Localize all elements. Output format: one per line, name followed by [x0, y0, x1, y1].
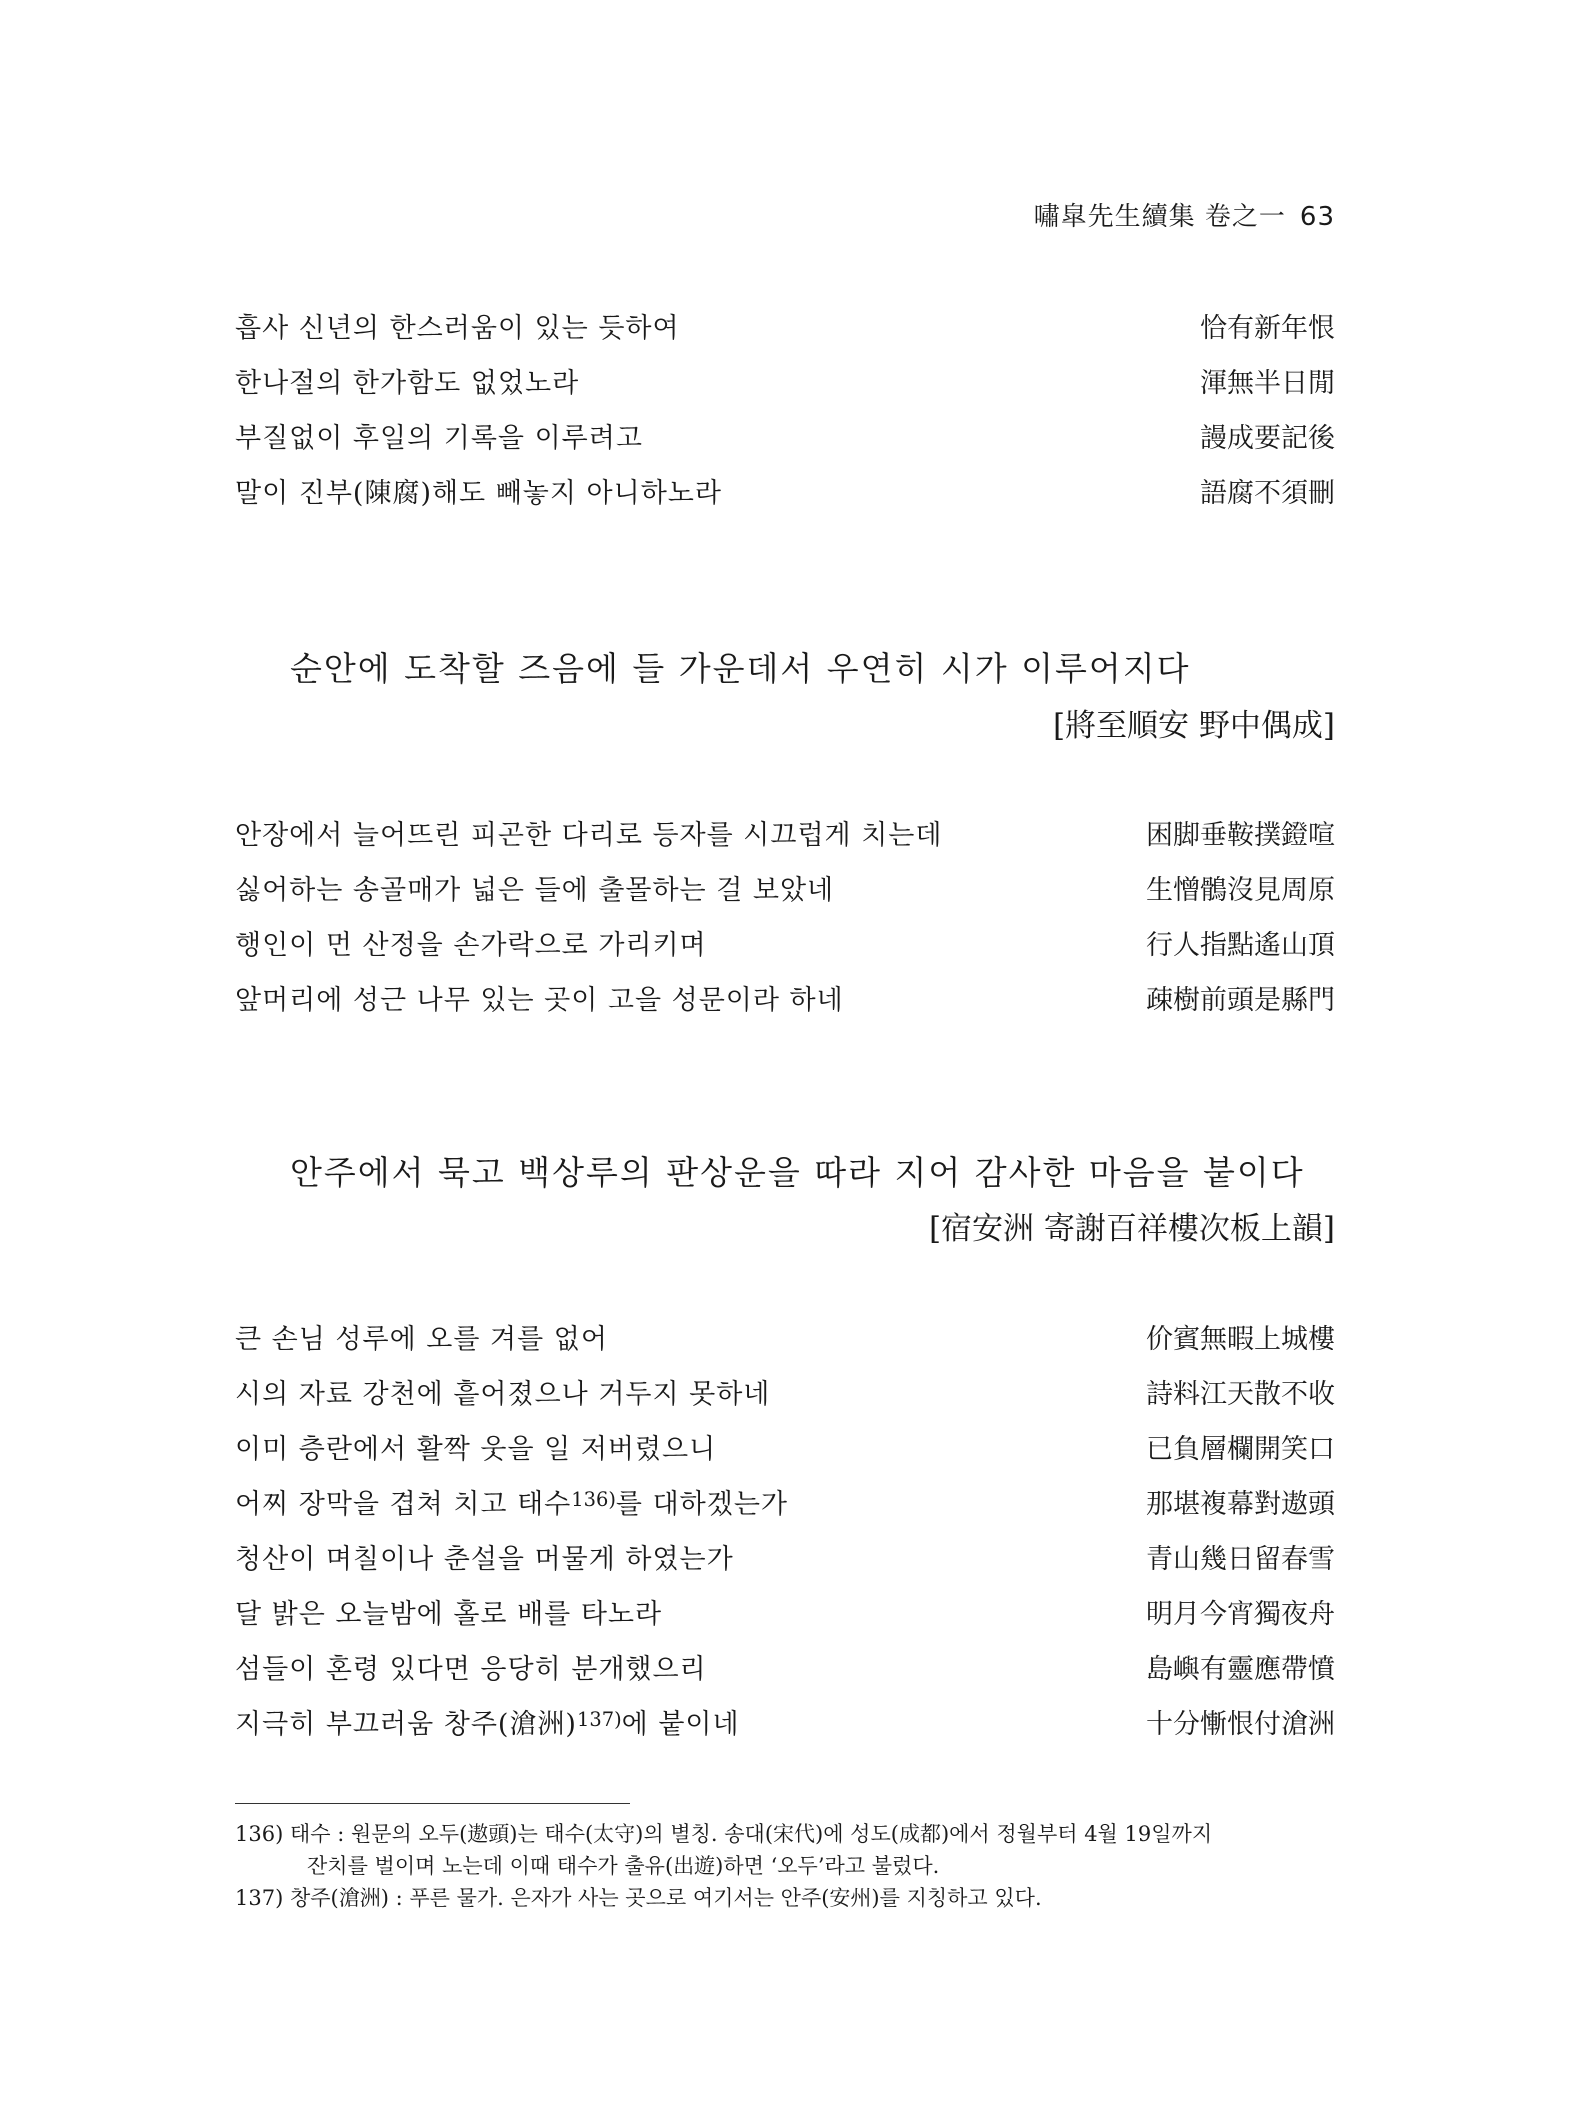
verse-line — [235, 978, 1335, 1033]
footnote-text: 창주(滄洲) : 푸른 물가. 은자가 사는 곳으로 여기서는 안주(安州)를 지칭하고 있다. — [289, 1886, 1042, 1910]
footnote-number: 137) — [235, 1886, 284, 1910]
verse-korean: 큰 손님 성루에 오를 겨를 없어 — [235, 1324, 608, 1355]
verse-line — [235, 1372, 1335, 1427]
verse-korean: 한나절의 한가함도 없었노라 — [235, 368, 580, 399]
collection-title: 嘯皐先生續集 卷之一 — [1033, 202, 1286, 232]
verse-chinese: 生憎鶻沒見周原 — [1146, 875, 1335, 906]
page-number: 63 — [1299, 202, 1335, 232]
verse-chinese: 渾無半日閒 — [1200, 368, 1335, 399]
verse-line — [235, 813, 1335, 868]
verse-line — [235, 1647, 1335, 1702]
verse-korean: 시의 자료 강천에 흩어졌으나 거두지 못하네 — [235, 1379, 771, 1410]
verse-chinese: 那堪複幕對遨頭 — [1146, 1489, 1335, 1520]
verse-chinese: 十分慚恨付滄洲 — [1146, 1709, 1335, 1740]
verse-chinese: 青山幾日留春雪 — [1146, 1544, 1335, 1575]
verse-line — [235, 471, 1335, 526]
poem-2-verses — [235, 813, 1335, 1033]
poem-3-title-korean: 안주에서 묵고 백상루의 판상운을 따라 지어 감사한 마음을 붙이다 — [290, 1153, 1305, 1192]
verse-korean: 싫어하는 송골매가 넓은 들에 출몰하는 걸 보았네 — [235, 875, 835, 906]
verse-korean-part: 지극히 부끄러움 창주(滄洲) — [235, 1709, 577, 1740]
verse-line — [235, 868, 1335, 923]
poem-2-title-korean: 순안에 도착할 즈음에 들 가운데서 우연히 시가 이루어지다 — [290, 649, 1191, 688]
verse-line — [235, 1702, 1335, 1757]
verse-korean: 이미 층란에서 활짝 웃을 일 저버렸으니 — [235, 1434, 717, 1465]
verse-line — [235, 1537, 1335, 1592]
verse-chinese: 已負層欄開笑口 — [1146, 1434, 1335, 1465]
poem-3-verses — [235, 1317, 1335, 1757]
verse-line — [235, 1482, 1335, 1537]
verse-chinese: 疎樹前頭是縣門 — [1146, 985, 1335, 1016]
footnote-ref-137[interactable]: 137) — [576, 1708, 622, 1732]
poem-3-title-chinese: [宿安洲 寄謝百祥樓次板上韻] — [928, 1211, 1335, 1247]
verse-korean: 행인이 먼 산정을 손가락으로 가리키며 — [235, 930, 707, 961]
footnote-137 — [235, 1882, 1335, 1914]
footnotes — [235, 1818, 1335, 1914]
verse-chinese: 恰有新年恨 — [1200, 313, 1335, 344]
verse-korean: 달 밝은 오늘밤에 홀로 배를 타노라 — [235, 1599, 663, 1630]
verse-korean-part: 에 붙이네 — [621, 1709, 740, 1740]
verse-line — [235, 1592, 1335, 1647]
running-header — [1034, 196, 1335, 233]
verse-korean: 청산이 며칠이나 춘설을 머물게 하였는가 — [235, 1544, 734, 1575]
verse-korean: 부질없이 후일의 기록을 이루려고 — [235, 423, 643, 454]
footnote-number: 136) — [235, 1822, 284, 1846]
verse-line — [235, 1427, 1335, 1482]
verse-korean-part: 어찌 장막을 겹쳐 치고 태수 — [235, 1489, 572, 1520]
footnote-text: 태수 : 원문의 오두(遨頭)는 태수(太守)의 별칭. 송대(宋代)에 성도(成都)에서 정월부터 4월 19일까지 — [289, 1822, 1213, 1846]
verse-korean: 흡사 신년의 한스러움이 있는 듯하여 — [235, 313, 680, 344]
verse-chinese: 語腐不須刪 — [1200, 478, 1335, 509]
verse-korean: 앞머리에 성근 나무 있는 곳이 고을 성문이라 하네 — [235, 985, 844, 1016]
verse-korean-part: 를 대하겠는가 — [615, 1489, 788, 1520]
verse-line — [235, 306, 1335, 361]
verse-korean: 안장에서 늘어뜨린 피곤한 다리로 등자를 시끄럽게 치는데 — [235, 820, 943, 851]
verse-line — [235, 416, 1335, 471]
verse-korean: 말이 진부(陳腐)해도 빼놓지 아니하노라 — [235, 478, 722, 509]
verse-chinese: 困脚垂鞍撲鐙喧 — [1146, 820, 1335, 851]
footnote-divider — [235, 1803, 630, 1804]
verse-chinese: 行人指點遙山頂 — [1146, 930, 1335, 961]
verse-korean — [235, 1702, 740, 1741]
verse-line — [235, 923, 1335, 978]
verse-chinese: 明月今宵獨夜舟 — [1146, 1599, 1335, 1630]
verse-line — [235, 1317, 1335, 1372]
verse-chinese: 詩料江天散不收 — [1146, 1379, 1335, 1410]
footnote-text-continued: 잔치를 벌이며 노는데 이때 태수가 출유(出遊)하면 ‘오두’라고 불렀다. — [307, 1854, 940, 1878]
verse-chinese: 島嶼有靈應帶憤 — [1146, 1654, 1335, 1685]
footnote-ref-136[interactable]: 136) — [571, 1488, 616, 1512]
verse-chinese: 价賓無暇上城樓 — [1146, 1324, 1335, 1355]
poem-1-verses — [235, 306, 1335, 526]
verse-korean: 섬들이 혼령 있다면 응당히 분개했으리 — [235, 1654, 707, 1685]
poem-2-title-chinese: [將至順安 野中偶成] — [1052, 708, 1335, 744]
verse-chinese: 謾成要記後 — [1200, 423, 1335, 454]
verse-korean — [235, 1482, 788, 1521]
verse-line — [235, 361, 1335, 416]
footnote-136 — [235, 1818, 1335, 1882]
